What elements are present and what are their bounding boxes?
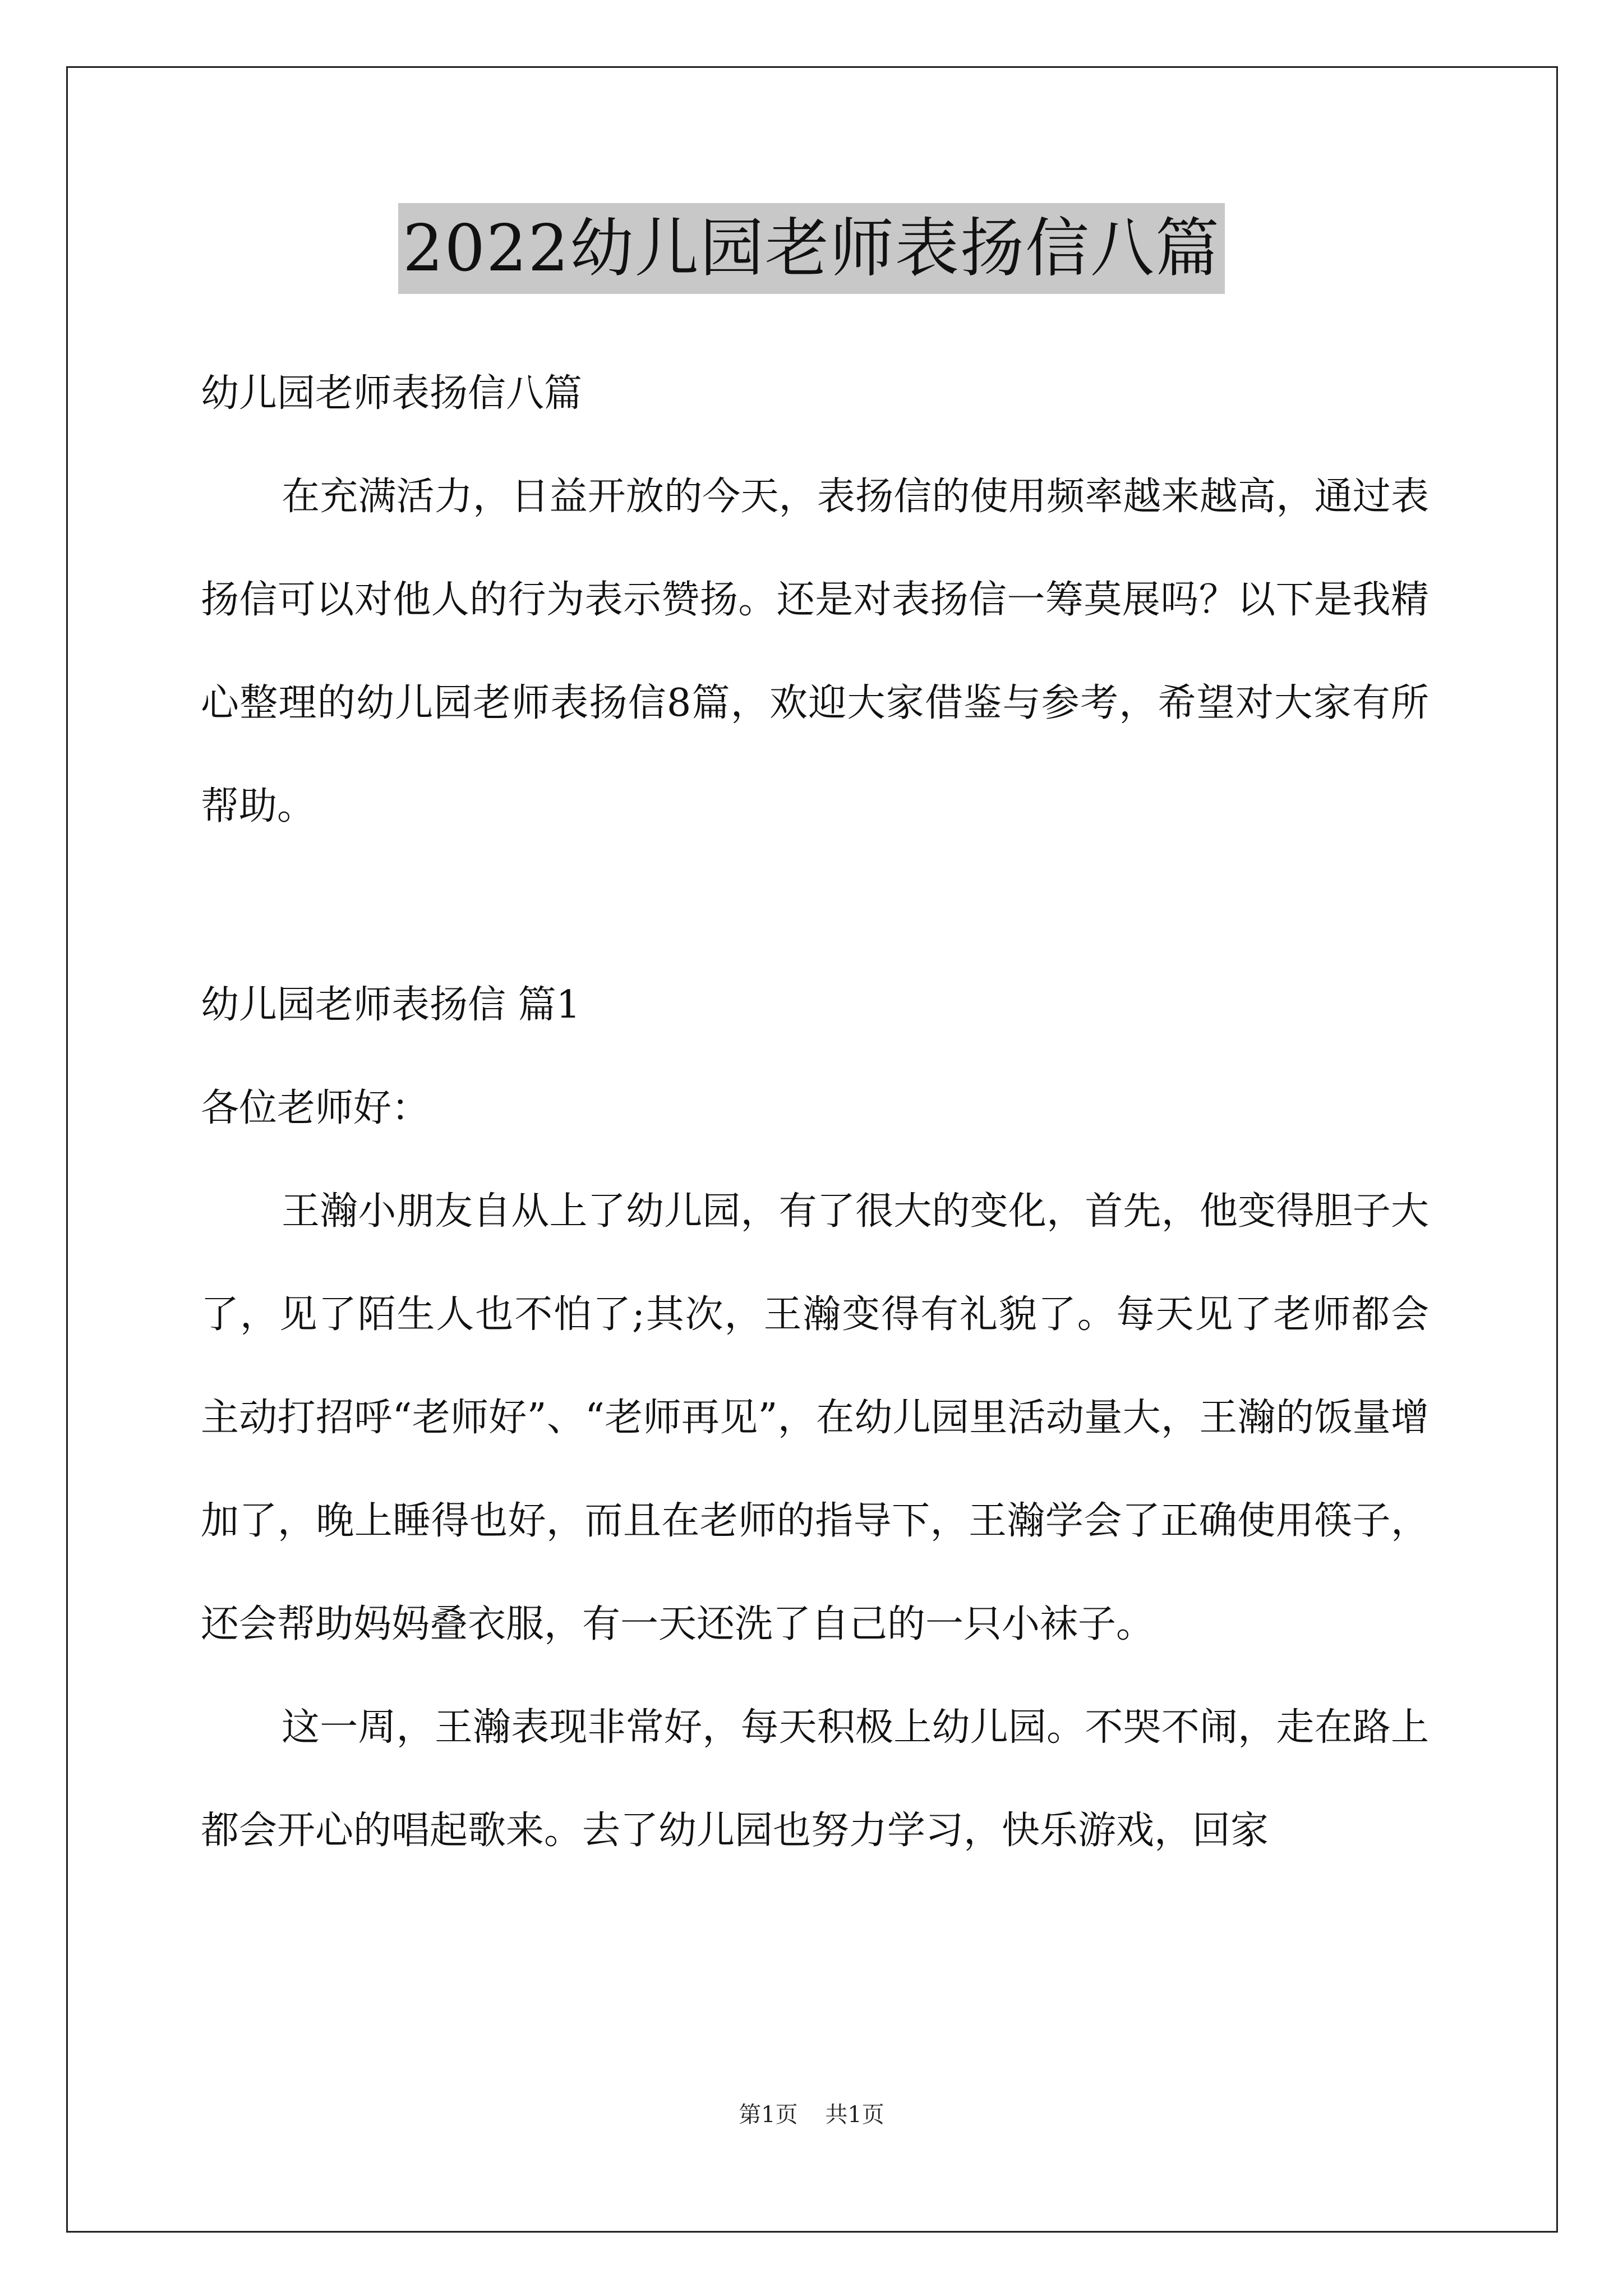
page-footer [0, 2098, 1623, 2132]
body-paragraph-1: 王瀚小朋友自从上了幼儿园，有了很大的变化，首先，他变得胆子大了，见了陌生人也不怕了;其次，王瀚变得有礼貌了。每天见了老师都会主动打招呼“老师好”、“老师再见”，在幼儿园里活动量大，王瀚的饭量增加了，晚上睡得也好，而且在老师的指导下，王瀚学会了正确使用筷子，还会帮助妈妈叠衣服，有一天还洗了自己的一只小袜子。 [201, 1189, 1429, 1646]
document-subtitle: 幼儿园老师表扬信八篇 [201, 371, 583, 416]
section-heading: 幼儿园老师表扬信 篇1 [201, 983, 580, 1027]
body-paragraph-2: 这一周，王瀚表现非常好，每天积极上幼儿园。不哭不闹，走在路上都会开心的唱起歌来。去了幼儿园也努力学习，快乐游戏，回家 [201, 1705, 1429, 1853]
document-title: 2022幼儿园老师表扬信八篇 [398, 203, 1225, 294]
salutation: 各位老师好： [201, 1086, 430, 1130]
intro-paragraph: 在充满活力，日益开放的今天，表扬信的使用频率越来越高，通过表扬信可以对他人的行为表示赞扬。还是对表扬信一筹莫展吗？以下是我精心整理的幼儿园老师表扬信8篇，欢迎大家借鉴与参考，希望对大家有所帮助。 [201, 475, 1429, 829]
title-container [0, 203, 1623, 294]
page-number-current: 第1页 [739, 2102, 798, 2128]
page-number-total: 共1页 [825, 2102, 884, 2128]
document-body [201, 342, 1429, 1883]
